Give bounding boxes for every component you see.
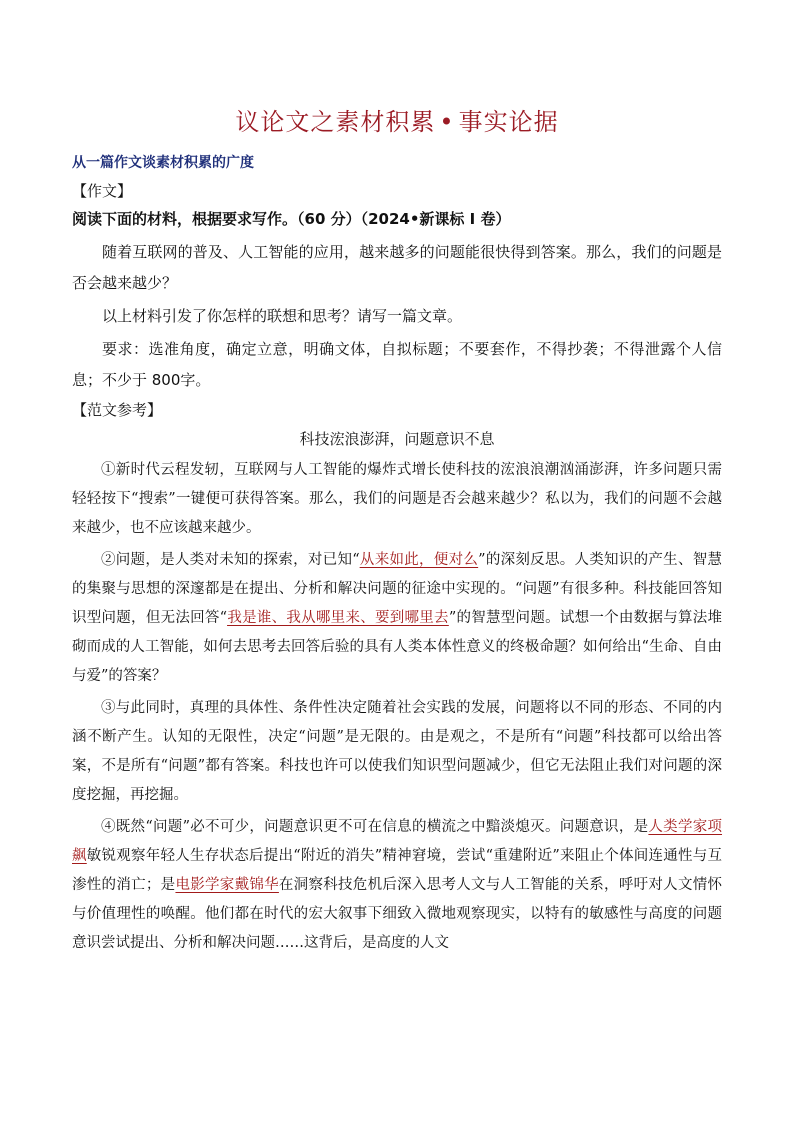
p4-text-b: 敏锐观察年轻人生存状态后提出“附近的消失”精神窘境，尝试“重建附近”来阻止个体间连通性与互渗性的消亡；是	[72, 848, 723, 893]
document-body	[72, 152, 722, 958]
section-label-essay: 【作文】	[72, 182, 133, 200]
essay-title: 科技浤浪澎湃，问题意识不息	[299, 430, 495, 448]
p2-text-b: ”的深刻反思。人类知识的产生、智慧的集聚与思想的深邃都是在提出、分析和解决问题的征途中实现的。“问题”有很多种。科技能回答知识型问题，但无法回答“	[72, 552, 722, 626]
essay-paragraph-2	[72, 546, 722, 691]
highlight-name-1: 人类学家项飙	[72, 819, 723, 864]
section-label-sample: 【范文参考】	[72, 401, 163, 419]
p2-text-c: ”的智慧型问题。试想一个由数据与算法堆砌而成的人工智能，如何去思考去回答后验的具有人类本体性意义的终极命题？如何给出“生命、自由与爱”的答案？	[72, 610, 722, 684]
essay-paragraph-4	[72, 813, 722, 958]
essay-prompt: 阅读下面的材料，根据要求写作。（60 分）（2024•新课标 I 卷）	[72, 210, 511, 228]
title-dot: •	[439, 108, 455, 136]
title-main: 议论文之素材积累	[235, 108, 436, 136]
material-paragraph-3: 要求：选准角度，确定立意，明确文体，自拟标题；不要套作，不得抄袭；不得泄露个人信息；不少于 800字。	[72, 340, 722, 389]
essay-paragraph-3: ③与此同时，真理的具体性、条件性决定随着社会实践的发展，问题将以不同的形态、不同的内涵不断产生。认知的无限性，决定“问题”是无限的。由是观之，不是所有“问题”科技都可以给出答案，不是所有“问题”都有答案。科技也许可以使我们知识型问题减少，但它无法阻止我们对问题的深度挖掘，再挖掘。	[72, 700, 722, 803]
material-paragraph-1: 随着互联网的普及、人工智能的应用，越来越多的问题能很快得到答案。那么，我们的问题是否会越来越少？	[72, 243, 722, 292]
essay-paragraph-1: ①新时代云程发轫，互联网与人工智能的爆炸式增长使科技的浤浪浪潮汹涌澎湃，许多问题只需轻轻按下“搜索”一键便可获得答案。那么，我们的问题是否会越来越少？私以为，我们的问题不会越来越少，也不应该越来越少。	[72, 462, 722, 536]
sub-heading: 从一篇作文谈素材积累的广度	[72, 155, 254, 171]
highlight-quote-1: 从来如此，便对么	[359, 552, 479, 568]
page-title	[0, 106, 794, 138]
material-paragraph-2: 以上材料引发了你怎样的联想和思考？请写一篇文章。	[102, 307, 463, 325]
p4-text-a: ④既然“问题”必不可少，问题意识更不可在信息的横流之中黯淡熄灭。问题意识，是	[101, 819, 649, 835]
highlight-quote-2: 我是谁、我从哪里来、要到哪里去	[227, 610, 449, 626]
title-topic: 事实论据	[458, 108, 559, 136]
highlight-name-2: 电影学家戴锦华	[175, 877, 279, 893]
p4-text-c: 在洞察科技危机后深入思考人文与人工智能的关系，呼吁对人文情怀与价值理性的唤醒。他们都在时代的宏大叙事下细致入微地观察现实，以特有的敏感性与高度的问题意识尝试提出、分析和解决问题……这背后，是高度的人文	[72, 877, 722, 951]
p2-text-a: ②问题，是人类对未知的探索，对已知“	[101, 552, 360, 568]
